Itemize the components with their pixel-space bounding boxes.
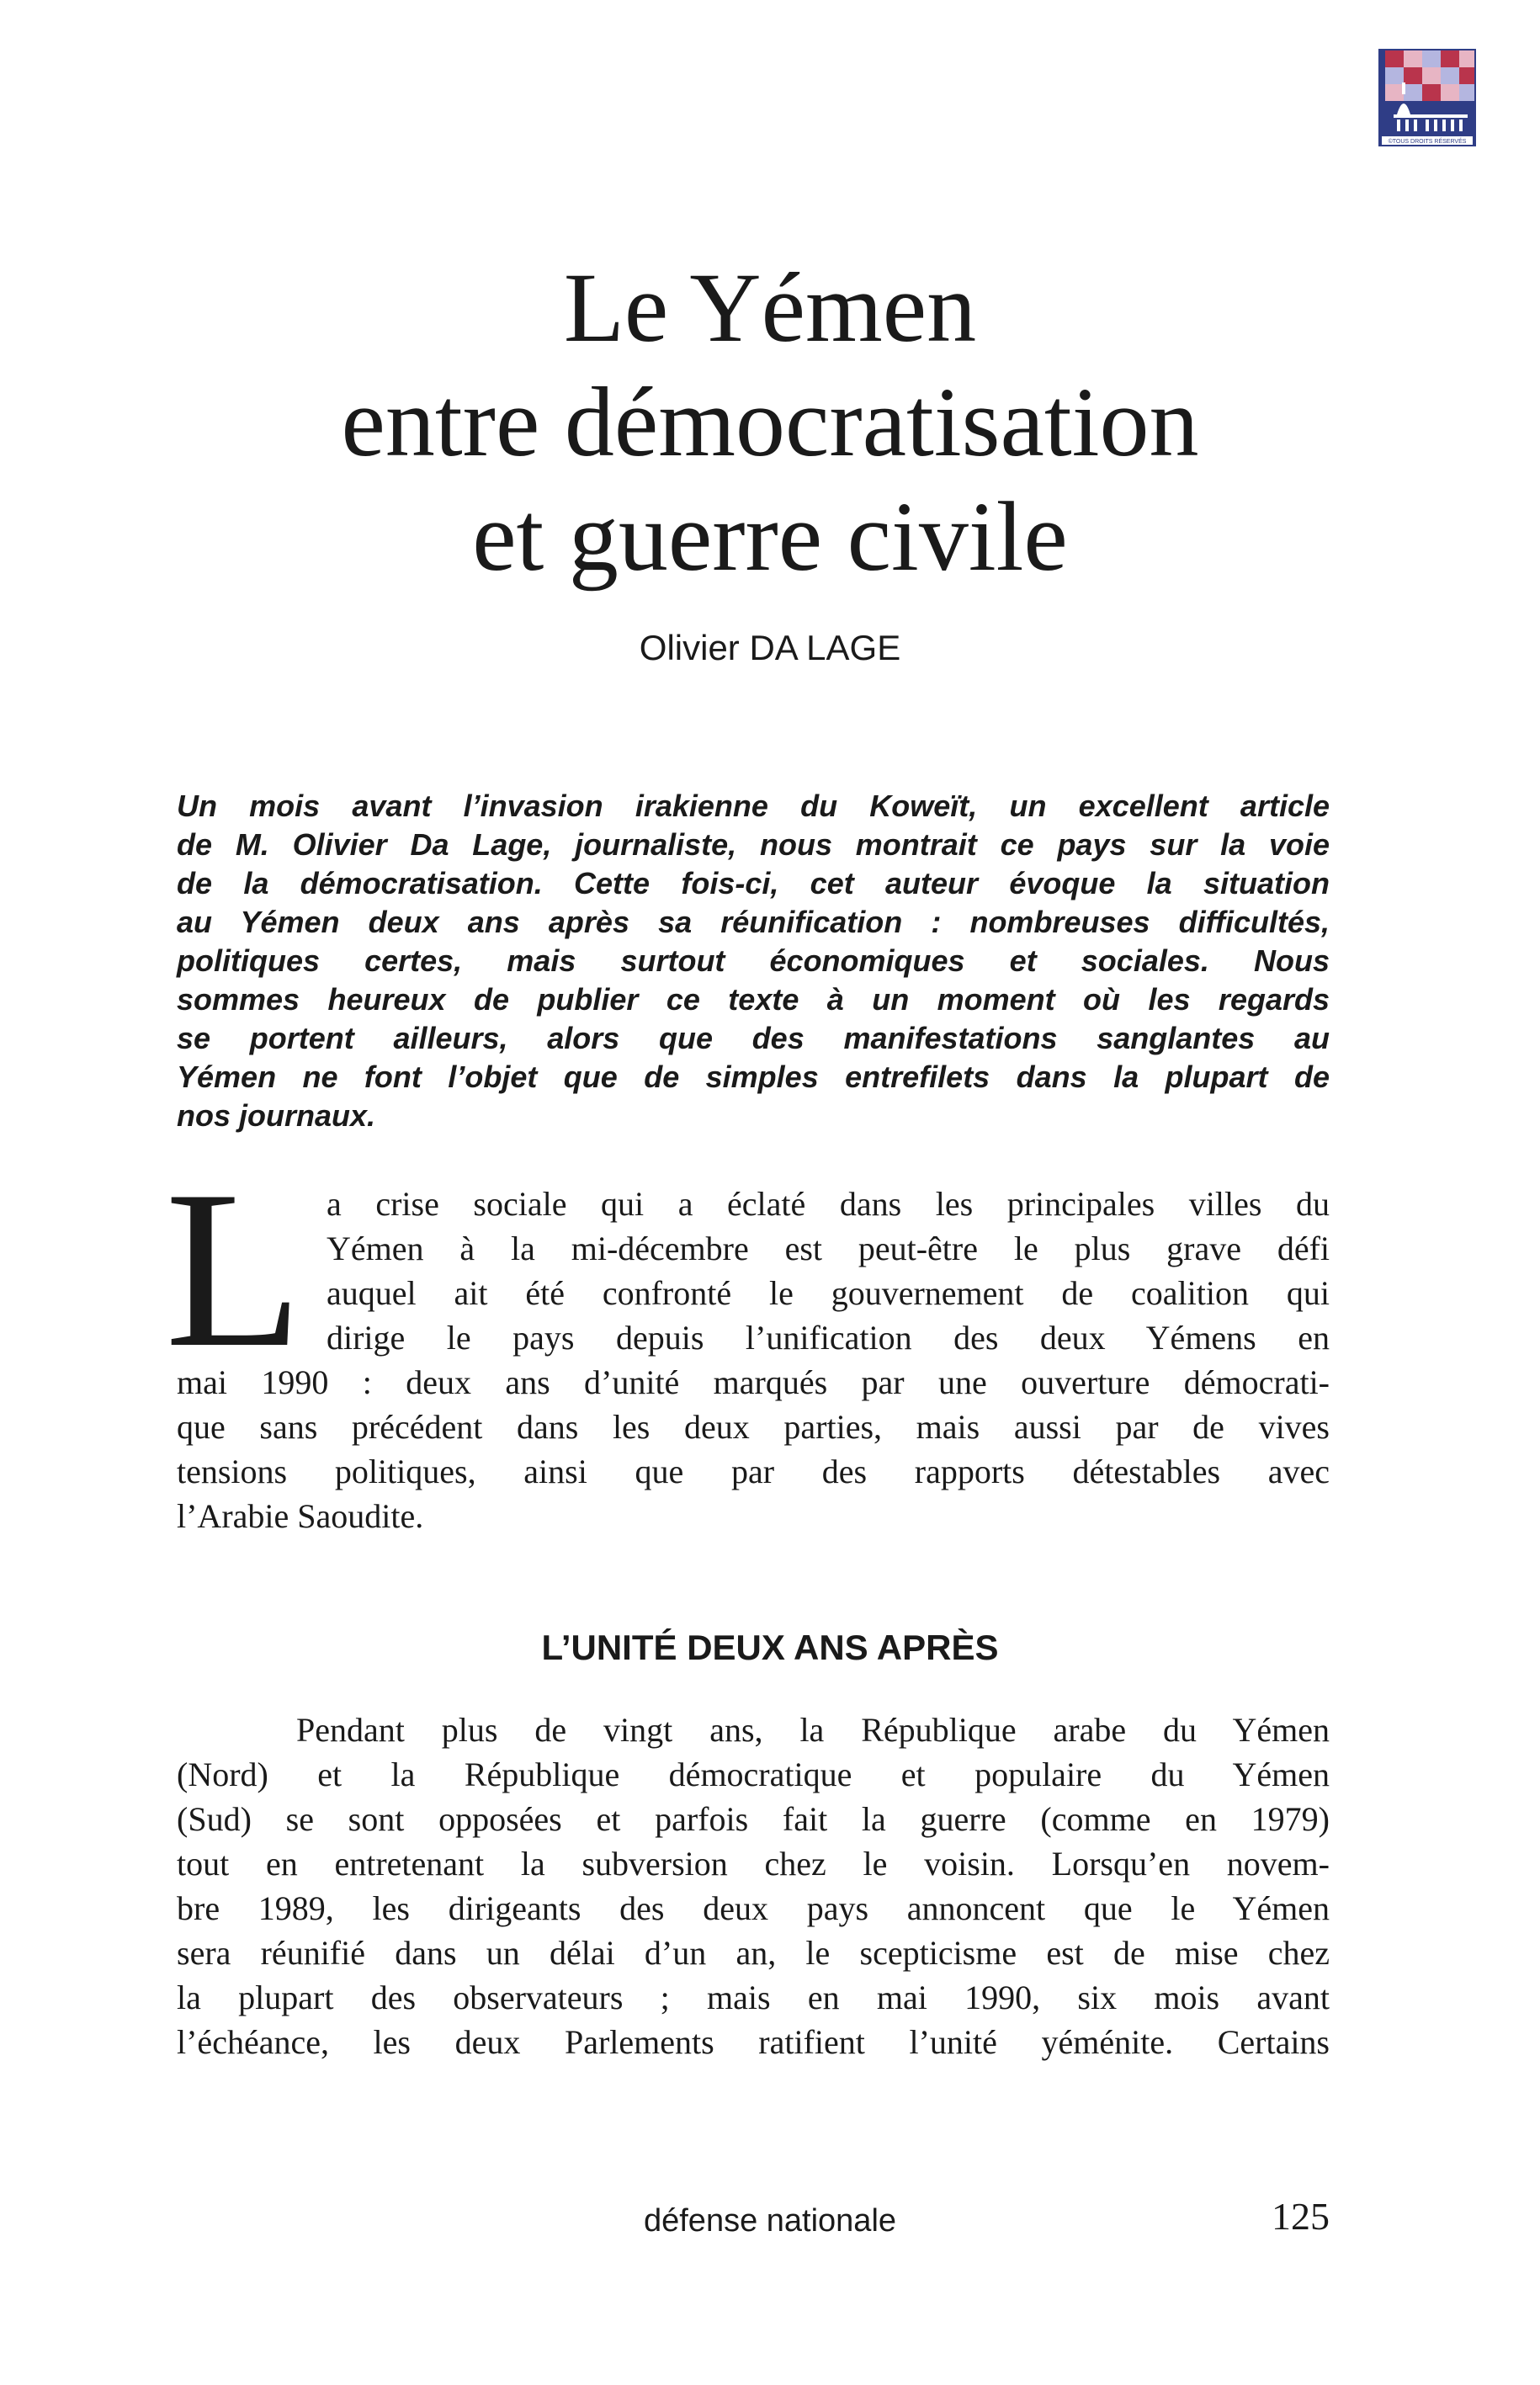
section-line: tout en entretenant la subversion chez le voisin. Lorsqu’en novem- (177, 1845, 1330, 1883)
section-line: (Sud) se sont opposées et parfois fait la guerre (comme en 1979) (177, 1800, 1330, 1838)
publisher-logo (1378, 49, 1476, 146)
abstract-line: au Yémen deux ans après sa réunification : nombreuses difficultés, (177, 905, 1330, 939)
author-name: Olivier DA LAGE (639, 628, 901, 667)
section-line: (Nord) et la République démocratique et populaire du Yémen (177, 1756, 1330, 1793)
drop-cap: L (165, 1144, 303, 1394)
intro-line: a crise sociale qui a éclaté dans les principales villes du (327, 1185, 1330, 1223)
abstract-line: de M. Olivier Da Lage, journaliste, nous montrait ce pays sur la voie (177, 827, 1330, 862)
section-line: la plupart des observateurs ; mais en mai 1990, six mois avant (177, 1979, 1330, 2016)
intro-line: dirige le pays depuis l’unification des deux Yémens en (327, 1319, 1330, 1357)
title-line: entre démocratisation (341, 367, 1199, 477)
section-line: Pendant plus de vingt ans, la République arabe du Yémen (296, 1711, 1330, 1749)
abstract (177, 787, 1330, 1135)
page-number: 125 (1272, 2195, 1330, 2238)
section-heading: L’UNITÉ DEUX ANS APRÈS (541, 1628, 999, 1667)
article-title (0, 251, 1540, 594)
abstract-line: politiques certes, mais surtout économiques et sociales. Nous (177, 943, 1330, 978)
abstract-line: Un mois avant l’invasion irakienne du Koweït, un excellent article (177, 789, 1330, 823)
abstract-line: Yémen ne font l’objet que de simples entrefilets dans la plupart de (177, 1060, 1330, 1094)
title-line: et guerre civile (472, 481, 1068, 592)
title-line: Le Yémen (563, 252, 977, 363)
abstract-line: sommes heureux de publier ce texte à un moment où les regards (177, 982, 1330, 1017)
section-line: l’échéance, les deux Parlements ratifient l’unité yéménite. Certains (177, 2023, 1330, 2061)
intro-line: tensions politiques, ainsi que par des rapports détestables avec (177, 1453, 1330, 1490)
intro-line: mai 1990 : deux ans d’unité marqués par une ouverture démocrati- (177, 1363, 1330, 1401)
abstract-line: de la démocratisation. Cette fois-ci, cet auteur évoque la situation (177, 866, 1330, 900)
intro-line: auquel ait été confronté le gouvernement de coalition qui (327, 1274, 1330, 1312)
svg-text:©TOUS DROITS RÉSERVÉS: ©TOUS DROITS RÉSERVÉS (1388, 139, 1467, 145)
intro-line: l’Arabie Saoudite. (177, 1497, 424, 1535)
intro-paragraph (177, 1182, 1330, 1538)
institution-dome-logo-icon (1378, 49, 1476, 146)
section-line: bre 1989, les dirigeants des deux pays annoncent que le Yémen (177, 1889, 1330, 1927)
abstract-line: nos journaux. (177, 1098, 376, 1133)
section-line: sera réunifié dans un délai d’un an, le scepticisme est de mise chez (177, 1934, 1330, 1972)
intro-line: Yémen à la mi-décembre est peut-être le plus grave défi (327, 1230, 1330, 1267)
section-paragraph (177, 1708, 1330, 2064)
journal-name: défense nationale (643, 2203, 897, 2239)
abstract-line: se portent ailleurs, alors que des manifestations sanglantes au (177, 1021, 1330, 1055)
intro-line: que sans précédent dans les deux parties, mais aussi par de vives (177, 1408, 1330, 1446)
